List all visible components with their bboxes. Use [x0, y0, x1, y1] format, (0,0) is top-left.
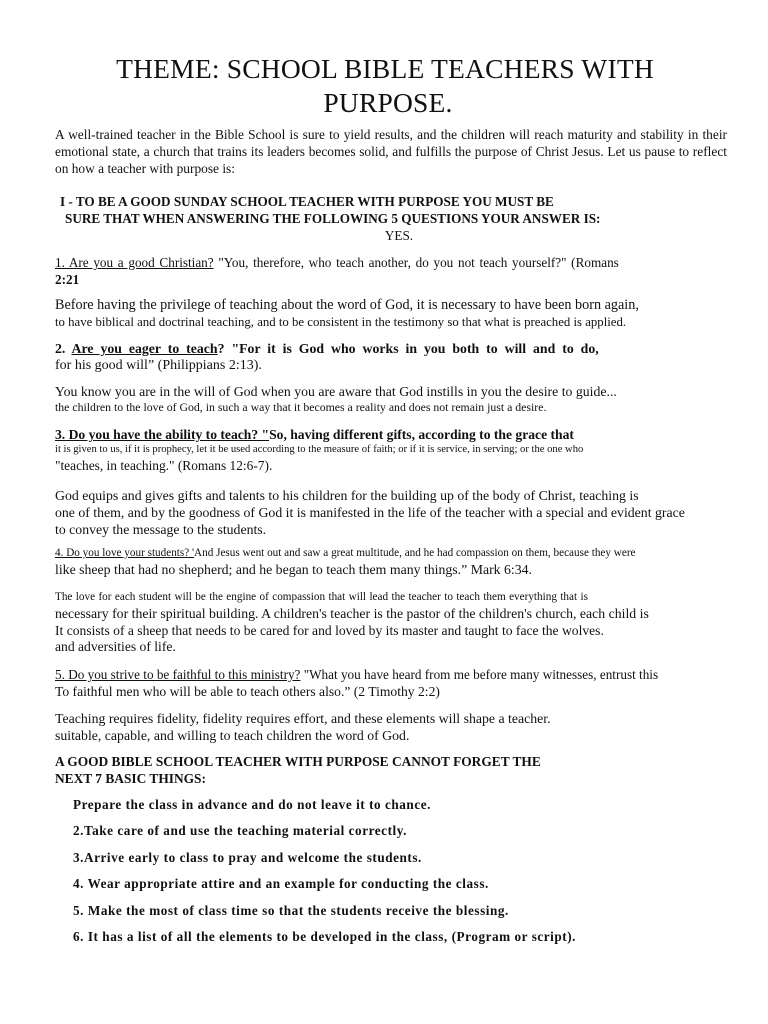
- question-2-number: 2.: [55, 341, 72, 356]
- question-5: [55, 666, 727, 700]
- section-1-line-2: SURE THAT WHEN ANSWERING THE FOLLOWING 5 QUESTIONS YOUR ANSWER IS:: [65, 211, 601, 226]
- answer-4-line-4: and adversities of life.: [55, 639, 176, 654]
- answer-2: [55, 383, 727, 415]
- question-5-text: 5. Do you strive to be faithful to this ministry?: [55, 667, 301, 682]
- question-1-quote: "You, therefore, who teach another, do you not teach yourself?" (Romans: [213, 255, 619, 270]
- answer-2-line-1: You know you are in the will of God when you are aware that God instills in you the desire to guide...: [55, 384, 617, 399]
- question-5-quote: "What you have heard from me before many witnesses, entrust this: [300, 667, 659, 682]
- basic-item-6: 6. It has a list of all the elements to be developed in the class, (Program or script).: [73, 929, 577, 944]
- question-5-line-2: To faithful men who will be able to teach others also.” (2 Timothy 2:2): [55, 684, 440, 699]
- answer-5-line-1: Teaching requires fidelity, fidelity requires effort, and these elements will shape a teacher.: [55, 711, 551, 726]
- answer-1-line-2: to have biblical and doctrinal teaching, and to be consistent in the testimony so that what is preached is applied.: [55, 315, 627, 329]
- document-title: [40, 52, 730, 120]
- basic-item-2: 2.Take care of and use the teaching material correctly.: [73, 823, 407, 838]
- question-2-quote: ? "For it is God who works in you both to will and to do,: [217, 341, 599, 356]
- answer-3-line-2: one of them, and by the goodness of God it is manifested in the life of the teacher with a special and evident grace: [55, 505, 685, 520]
- answer-1-line-1: Before having the privilege of teaching about the word of God, it is necessary to have been born again,: [55, 297, 639, 313]
- basic-item-1: Prepare the class in advance and do not leave it to chance.: [73, 797, 431, 812]
- question-2-line-2: for his good will” (Philippians 2:13).: [55, 358, 262, 373]
- question-4-quote: And Jesus went out and saw a great multitude, and he had compassion on them, because they were: [194, 547, 636, 559]
- answer-4-line-2: necessary for their spiritual building. A children's teacher is the pastor of the children's church, each child is: [55, 606, 649, 621]
- section-1-line-3: YES.: [384, 228, 414, 243]
- title-line-2: PURPOSE.: [323, 87, 453, 118]
- intro-paragraph: A well-trained teacher in the Bible School is sure to yield results, and the children will reach maturity and stability in their emotional state, a church that trains its leaders becomes solid, and fulfills the purpose of Christ Jesus. Let us pause to reflect on how a teacher with purpose is:: [55, 127, 727, 176]
- section-2-line-1: A GOOD BIBLE SCHOOL TEACHER WITH PURPOSE CANNOT FORGET THE: [55, 754, 541, 769]
- section-1-heading: [60, 193, 720, 244]
- section-2-line-2: NEXT 7 BASIC THINGS:: [55, 771, 206, 786]
- question-2-text: Are you eager to teach: [71, 341, 218, 356]
- answer-2-line-2: the children to the love of God, in such a way that it becomes a reality and does not remain just a desire.: [55, 400, 547, 414]
- answer-3-line-1: God equips and gives gifts and talents to his children for the building up of the body of Christ, teaching is: [55, 488, 639, 503]
- answer-3: [55, 487, 727, 538]
- section-2-heading: [55, 753, 727, 787]
- question-3-line-2: it is given to us, if it is prophecy, let it be used according to the measure of faith; or if it is service, in serving; or the one who: [55, 444, 584, 455]
- question-1-ref: 2:21: [55, 272, 80, 287]
- question-3-quote: So, having different gifts, according to the grace that: [269, 427, 574, 442]
- question-1: [55, 254, 727, 288]
- answer-4-line-3: It consists of a sheep that needs to be cared for and loved by its master and taught to face the wolves.: [55, 623, 604, 638]
- answer-5-line-2: suitable, capable, and willing to teach children the word of God.: [55, 728, 410, 743]
- question-1-text: 1. Are you a good Christian?: [55, 255, 214, 270]
- question-3: [55, 426, 727, 474]
- question-4-text: 4. Do you love your students? ': [55, 547, 195, 559]
- basic-item-4: 4. Wear appropriate attire and an example for conducting the class.: [73, 876, 489, 891]
- question-3-line-3: "teaches, in teaching." (Romans 12:6-7).: [55, 458, 273, 473]
- question-4: [55, 546, 745, 579]
- answer-4-line-1: The love for each student will be the engine of compassion that will lead the teacher to teach them everything that is: [55, 591, 588, 603]
- title-line-1: THEME: SCHOOL BIBLE TEACHERS WITH: [116, 53, 654, 84]
- question-3-text: 3. Do you have the ability to teach? ": [55, 427, 270, 442]
- question-4-line-2: like sheep that had no shepherd; and he began to teach them many things.” Mark 6:34.: [55, 562, 533, 577]
- section-1-line-1: I - TO BE A GOOD SUNDAY SCHOOL TEACHER WITH PURPOSE YOU MUST BE: [60, 194, 554, 209]
- basic-item-5: 5. Make the most of class time so that the students receive the blessing.: [73, 903, 509, 918]
- question-2: [55, 340, 727, 374]
- basic-item-3: 3.Arrive early to class to pray and welcome the students.: [73, 850, 422, 865]
- answer-5: [55, 710, 727, 744]
- answer-1: [55, 297, 727, 331]
- answer-3-line-3: to convey the message to the students.: [55, 522, 267, 537]
- answer-4: [55, 589, 727, 655]
